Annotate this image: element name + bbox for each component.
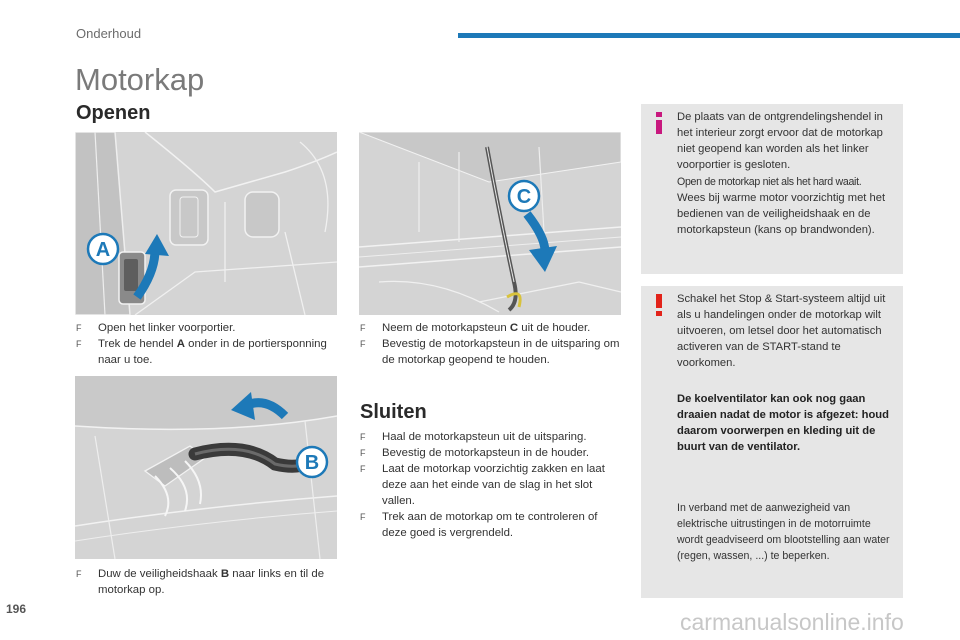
steps-stay [360,320,622,368]
step-push-catch: F Duw de veiligheidshaak B naar links en til de motorkap op. [76,568,325,596]
header-accent-bar [458,33,960,38]
bullet-marker: F [360,464,366,474]
step-fix-stay: F Bevestig de motorkapsteun in de uitsparing om de motorkap geopend te houden. [360,338,620,366]
step-check-lock: F Trek aan de motorkap om te controleren of deze goed is vergrendeld. [360,511,598,539]
figure-release-lever [75,132,337,315]
warning-box [641,286,903,598]
info-text-1: De plaats van de ontgrendelingshendel in het interieur zorgt ervoor dat de motorkap niet geopend kan worden als het linker voorportier is gesloten. [677,111,883,171]
warning-text-1: Schakel het Stop & Start-systeem altijd uit als u handelingen onder de motorkap wilt uitvoeren, om letsel door het automatisch activeren van de START-stand te voorkomen. [677,293,886,369]
bonnet-stay-illustration [359,132,621,315]
callout-a-letter: A [95,239,111,261]
release-lever-illustration [75,132,337,315]
openen-heading: Openen [76,102,151,124]
step-open-door: F Open het linker voorportier. [76,322,236,334]
bullet-marker: F [76,569,82,579]
page-title: Motorkap [75,62,205,97]
bullet-marker: F [360,432,366,442]
watermark: carmanualsonline.info [680,609,904,635]
section-header: Onderhoud [76,26,142,41]
figure-safety-catch [75,376,337,559]
steps-lever [76,320,331,368]
page-number: 196 [6,602,27,616]
bullet-marker: F [360,339,366,349]
safety-catch-illustration [75,376,337,559]
warning-text-2: De koelventilator kan ook nog gaan draaien nadat de motor is afgezet: houd daarom voorwerpen en kleding uit de buurt van de ventilator. [677,393,889,453]
bullet-marker: F [360,323,366,333]
figure-bonnet-stay [359,132,621,315]
warning-text-3: In verband met de aanwezigheid van elektrische uitrustingen in de motorruimte wordt geadviseerd om blootstelling aan water (regen, wassen, ...) te beperken. [677,502,890,562]
bullet-marker: F [360,448,366,458]
info-box [641,104,903,274]
info-icon [653,112,665,134]
step-secure-stay: F Bevestig de motorkapsteun in de houder. [360,447,590,459]
step-remove-stay: F Haal de motorkapsteun uit de uitsparing. [360,431,587,443]
info-text-3: Wees bij warme motor voorzichtig met het bedienen van de veiligheidshaak en de motorkapsteun (kans op brandwonden). [677,192,886,236]
step-pull-lever: F Trek de hendel A onder in de portiersponning naar u toe. [76,338,327,366]
callout-c-letter: C [516,186,532,208]
callout-b-letter: B [304,452,320,474]
bullet-marker: F [76,323,82,333]
steps-closing [360,429,622,541]
steps-catch [76,566,338,598]
bullet-marker: F [360,512,366,522]
step-take-stay: F Neem de motorkapsteun C uit de houder. [360,322,591,334]
sluiten-heading: Sluiten [360,401,427,423]
warning-icon [653,294,665,316]
bullet-marker: F [76,339,82,349]
step-lower-bonnet: F Laat de motorkap voorzichtig zakken en laat deze aan het einde van de slag in het slot vallen. [360,463,605,507]
info-text-2: Open de motorkap niet als het hard waait. [677,176,862,188]
